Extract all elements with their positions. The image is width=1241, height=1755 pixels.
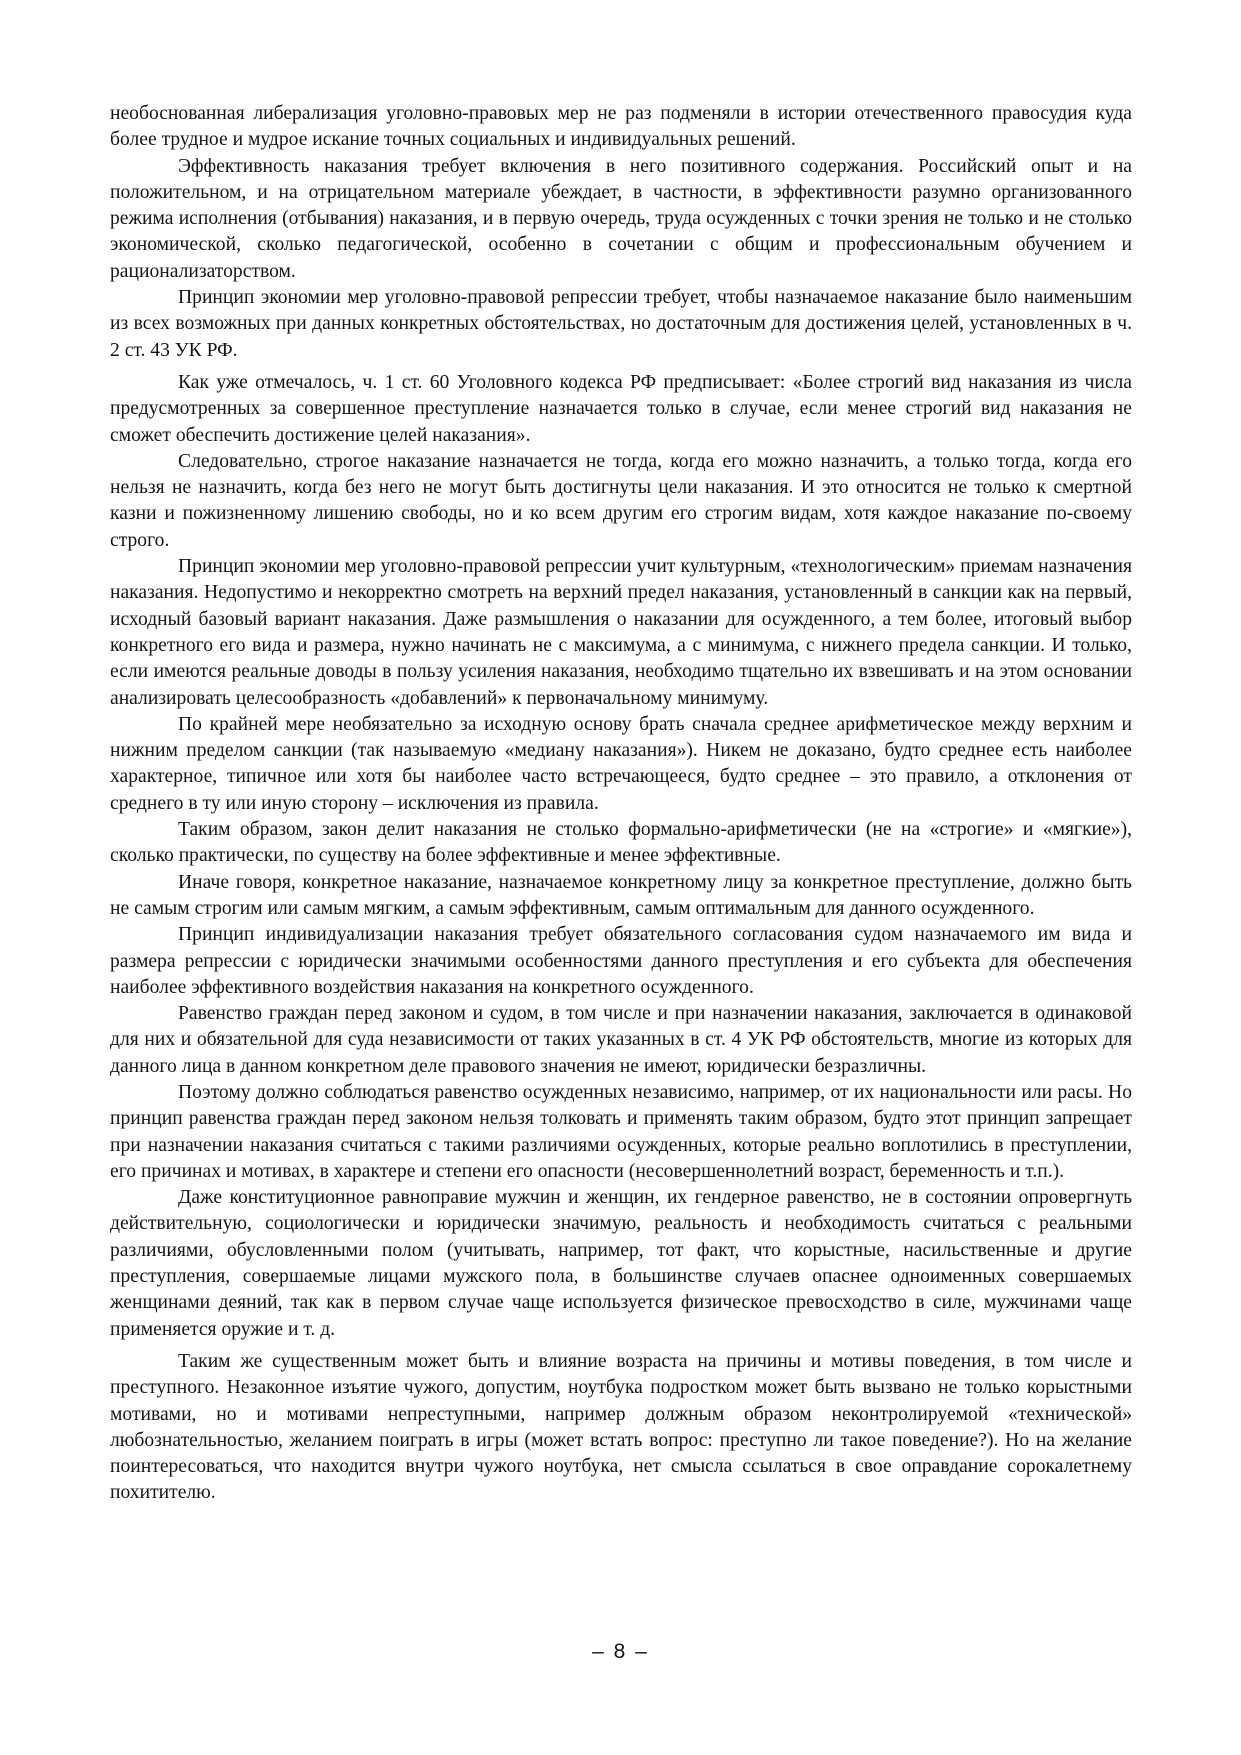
paragraph-13: Даже конституционное равноправие мужчин и женщин, их гендерное равенство, не в состоянии опровергнуть действительную, социологически и юридически значимую, реальность и необходимость считаться с реальными различиями, обусловленными полом (учитывать, например, тот факт, что корыстные, насильственные и другие преступления, совершаемые лицами мужского пола, в большинстве случаев опаснее одноименных совершаемых женщинами деяний, так как в первом случае чаще используется физическое превосходство в силе, мужчинами чаще применяется оружие и т. д. (110, 1187, 1132, 1340)
page-number: – 8 – (592, 1640, 649, 1663)
paragraph-10: Принцип индивидуализации наказания требует обязательного согласования судом назначаемого им вида и размера репрессии с юридически значимыми особенностями данного преступления и его субъекта для обеспечения наиболее эффективного воздействия наказания на конкретного осужденного. (110, 924, 1132, 998)
paragraph-8: Таким образом, закон делит наказания не столько формально-арифметически (не на «строгие» и «мягкие»), сколько практически, по существу на более эффективные и менее эффективные. (110, 819, 1132, 867)
paragraph-7: По крайней мере необязательно за исходную основу брать сначала среднее арифметическое между верхним и нижним пределом санкции (так называемую «медиану наказания»). Никем не доказано, будто среднее есть наиболее характерное, типичное или хотя бы наиболее часто встречающееся, будто среднее – это правило, а отклонения от среднего в ту или иную сторону – исключения из правила. (110, 713, 1132, 814)
paragraph-1: необоснованная либерализация уголовно-правовых мер не раз подменяли в истории отечественного правосудия куда более трудное и мудрое искание точных социальных и индивидуальных решений. (110, 103, 1132, 151)
paragraph-2: Эффективность наказания требует включения в него позитивного содержания. Российский опыт и на положительном, и на отрицательном материале убеждает, в частности, в эффективности разумно организованного режима исполнения (отбывания) наказания, и в первую очередь, труда осужденных с точки зрения не только и не столько экономической, сколько педагогической, особенно в сочетании с общим и профессиональным обучением и рационализаторством. (110, 155, 1132, 282)
paragraph-9: Иначе говоря, конкретное наказание, назначаемое конкретному лицу за конкретное преступление, должно быть не самым строгим или самым мягким, а самым эффективным, самым оптимальным для данного осужденного. (110, 871, 1132, 919)
document-body (110, 101, 1132, 1507)
paragraph-3: Принцип экономии мер уголовно-правовой репрессии требует, чтобы назначаемое наказание было наименьшим из всех возможных при данных конкретных обстоятельствах, но достаточным для достижения целей, установленных в ч. 2 ст. 43 УК РФ. (110, 287, 1132, 361)
paragraph-14: Таким же существенным может быть и влияние возраста на причины и мотивы поведения, в том числе и преступного. Незаконное изъятие чужого, допустим, ноутбука подростком может быть вызвано не только корыстными мотивами, но и мотивами непреступными, например должным образом неконтролируемой «технической» любознательностью, желанием поиграть в игры (может встать вопрос: преступно ли такое поведение?). Но на желание поинтересоваться, что находится внутри чужого ноутбука, нет смысла ссылаться в свое оправдание сорокалетнему похитителю. (110, 1350, 1132, 1504)
paragraph-5: Следовательно, строгое наказание назначается не тогда, когда его можно назначить, а только тогда, когда его нельзя не назначить, когда без него не могут быть достигнуты цели наказания. И это относится не только к смертной казни и пожизненному лишению свободы, но и ко всем другим его строгим видам, хотя каждое наказание по-своему строго. (110, 450, 1132, 551)
paragraph-12: Поэтому должно соблюдаться равенство осужденных независимо, например, от их национальности или расы. Но принцип равенства граждан перед законом нельзя толковать и применять таким образом, будто этот принцип запрещает при назначении наказания считаться с такими различиями осужденных, которые реально воплотились в преступлении, его причинах и мотивах, в характере и степени его опасности (несовершеннолетний возраст, беременность и т.п.). (110, 1081, 1132, 1182)
paragraph-6: Принцип экономии мер уголовно-правовой репрессии учит культурным, «технологическим» приемам назначения наказания. Недопустимо и некорректно смотреть на верхний предел наказания, установленный в санкции как на первый, исходный базовый вариант наказания. Даже размышления о наказании для осужденного, а тем более, итоговый выбор конкретного его вида и размера, нужно начинать не с максимума, а с минимума, с нижнего предела санкции. И только, если имеются реальные доводы в пользу усиления наказания, необходимо тщательно их взвешивать и на этом основании анализировать целесообразность «добавлений» к первоначальному минимуму. (110, 556, 1132, 709)
paragraph-4: Как уже отмечалось, ч. 1 ст. 60 Уголовного кодекса РФ предписывает: «Более строгий вид наказания из числа предусмотренных за совершенное преступление назначается только в случае, если менее строгий вид наказания не сможет обеспечить достижение целей наказания». (110, 371, 1132, 446)
paragraph-11: Равенство граждан перед законом и судом, в том числе и при назначении наказания, заключается в одинаковой для них и обязательной для суда независимости от таких указанных в ст. 4 УК РФ обстоятельств, многие из которых для данного лица в данном конкретном деле правового значения не имеют, юридически безразличны. (110, 1003, 1132, 1077)
